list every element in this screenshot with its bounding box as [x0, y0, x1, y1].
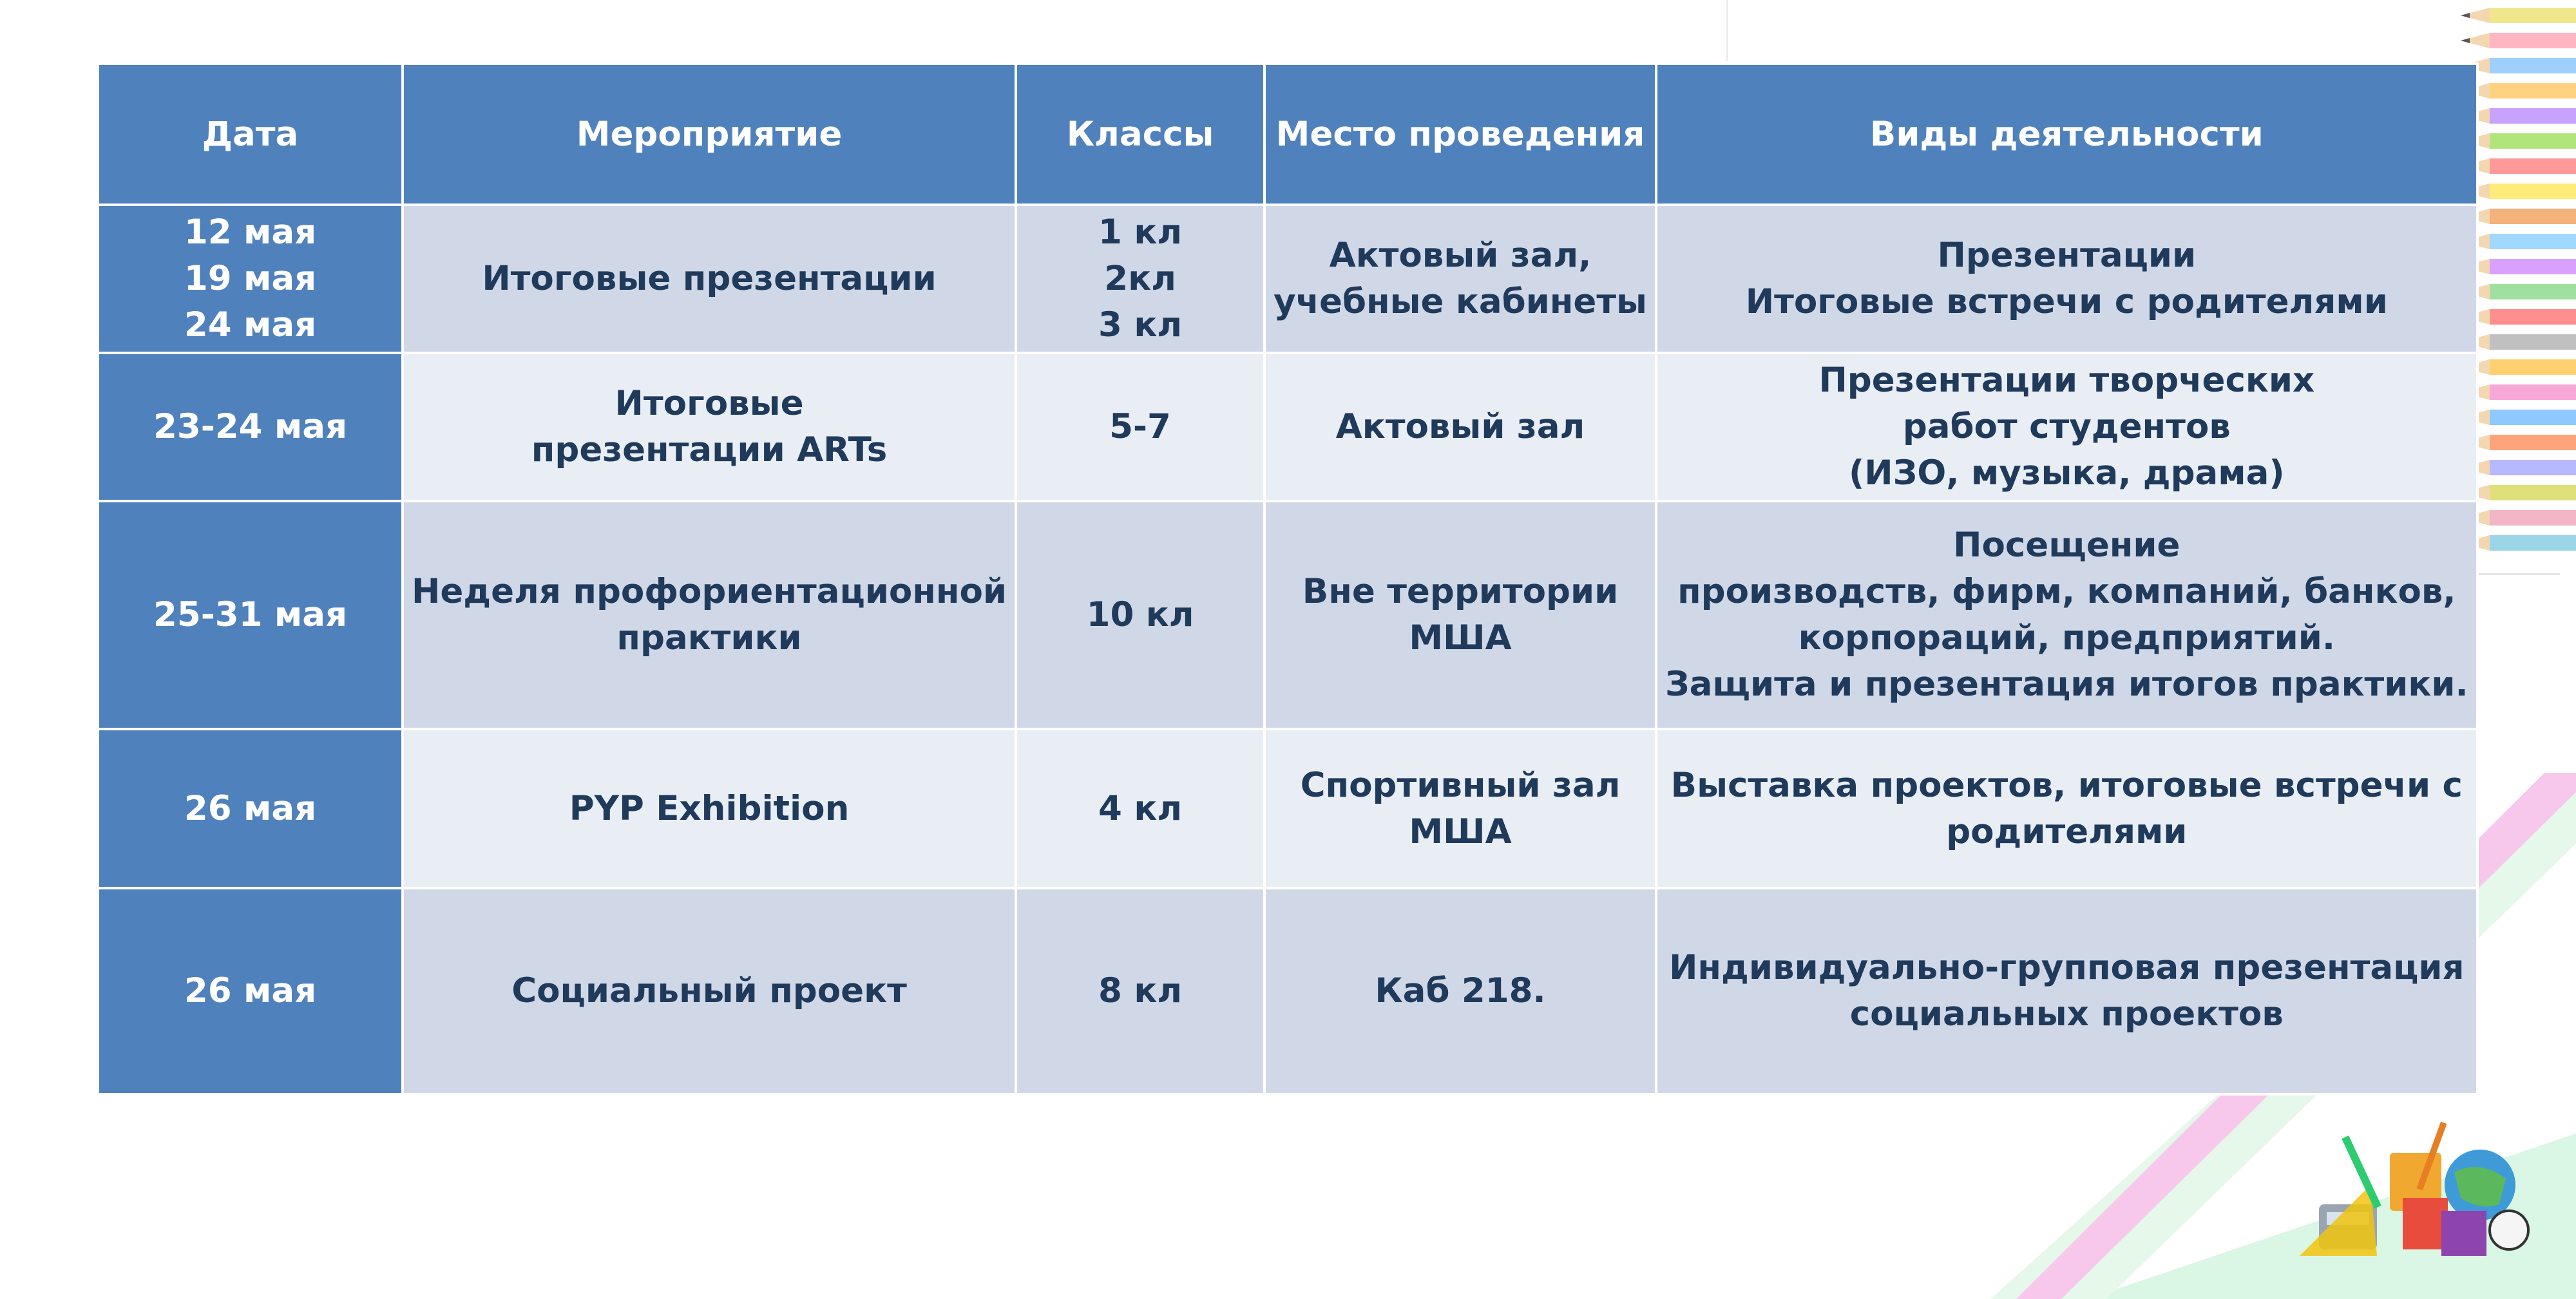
- pencil-body: [2490, 234, 2576, 249]
- activities-cell: [1656, 501, 2477, 729]
- event-cell: [403, 353, 1016, 501]
- background-divider-vertical: [1726, 0, 1728, 61]
- activities-cell: [1656, 888, 2477, 1094]
- pencil-lead: [2461, 13, 2470, 18]
- pencil-body: [2490, 485, 2576, 500]
- table-row: [98, 729, 2477, 888]
- event-line: Неделя профориентационной: [412, 572, 1007, 611]
- event-line: Итоговые: [615, 384, 804, 423]
- grades-line: 4 кл: [1098, 788, 1183, 828]
- activities-line: социальных проектов: [1849, 994, 2284, 1034]
- date-line: 25-31 мая: [153, 595, 348, 634]
- date-line: 19 мая: [184, 259, 317, 298]
- activities-line: Индивидуально-групповая презентация: [1669, 948, 2465, 987]
- date-cell: [98, 205, 403, 353]
- pencil-body: [2490, 58, 2576, 73]
- grades-line: 8 кл: [1098, 971, 1183, 1010]
- pencil-body: [2490, 535, 2576, 551]
- pencil-body: [2490, 384, 2576, 400]
- pencil-body: [2490, 410, 2576, 425]
- place-line: МША: [1409, 811, 1512, 851]
- table-row: [98, 353, 2477, 501]
- date-cell: [98, 353, 403, 501]
- event-line: Социальный проект: [511, 971, 907, 1010]
- school-supplies-icon: [2293, 1108, 2551, 1269]
- event-cell: [403, 205, 1016, 353]
- activities-cell: [1656, 205, 2477, 353]
- event-line: практики: [616, 618, 802, 658]
- header-grades: Классы: [1016, 64, 1264, 205]
- activities-line: производств, фирм, компаний, банков,: [1677, 572, 2456, 611]
- grades-line: 5-7: [1109, 407, 1171, 446]
- place-line: Актовый зал: [1335, 407, 1585, 446]
- date-line: 24 мая: [184, 305, 317, 345]
- pencil-body: [2490, 309, 2576, 325]
- table-row: [98, 888, 2477, 1094]
- table-header-row: [98, 64, 2477, 205]
- table-row: [98, 205, 2477, 353]
- activities-line: Итоговые встречи с родителями: [1745, 282, 2388, 321]
- activities-line: родителями: [1946, 811, 2188, 851]
- activities-cell: [1656, 353, 2477, 501]
- pencil-body: [2490, 133, 2576, 149]
- pencil-body: [2490, 334, 2576, 350]
- place-cell: [1264, 501, 1656, 729]
- grades-cell: [1016, 888, 1264, 1094]
- pencil-body: [2490, 184, 2576, 199]
- place-cell: [1264, 729, 1656, 888]
- pencil-body: [2490, 8, 2576, 23]
- pencil-lead: [2461, 38, 2470, 43]
- date-line: 23-24 мая: [153, 407, 348, 446]
- place-cell: [1264, 353, 1656, 501]
- table-row: [98, 501, 2477, 729]
- grades-line: 2кл: [1104, 259, 1176, 298]
- pencil-body: [2490, 33, 2576, 48]
- header-place: Место проведения: [1264, 64, 1656, 205]
- grades-cell: [1016, 205, 1264, 353]
- date-line: 26 мая: [184, 971, 317, 1010]
- date-cell: [98, 888, 403, 1094]
- place-line: Актовый зал,: [1329, 236, 1592, 275]
- grades-cell: [1016, 353, 1264, 501]
- event-line: презентации ARTs: [531, 430, 888, 469]
- date-line: 12 мая: [184, 213, 317, 252]
- date-cell: [98, 501, 403, 729]
- activities-line: работ студентов: [1902, 407, 2231, 446]
- activities-line: Выставка проектов, итоговые встречи с: [1670, 765, 2463, 805]
- place-line: Каб 218.: [1375, 971, 1546, 1010]
- grades-line: 1 кл: [1098, 213, 1183, 252]
- event-line: PYP Exhibition: [569, 788, 850, 828]
- pencil-body: [2490, 108, 2576, 124]
- header-event: Мероприятие: [403, 64, 1016, 205]
- pencil-body: [2490, 259, 2576, 274]
- place-line: МША: [1409, 618, 1512, 658]
- event-line: Итоговые презентации: [482, 259, 937, 298]
- date-line: 26 мая: [184, 788, 317, 828]
- place-cell: [1264, 888, 1656, 1094]
- grades-line: 10 кл: [1086, 595, 1194, 634]
- pencil-body: [2490, 460, 2576, 475]
- event-cell: [403, 501, 1016, 729]
- activities-line: (ИЗО, музыка, драма): [1849, 453, 2285, 493]
- pencil-body: [2490, 284, 2576, 299]
- place-line: Вне территории: [1302, 572, 1619, 611]
- date-cell: [98, 729, 403, 888]
- pencil-body: [2490, 510, 2576, 526]
- grades-cell: [1016, 729, 1264, 888]
- header-date: Дата: [98, 64, 403, 205]
- place-cell: [1264, 205, 1656, 353]
- activities-cell: [1656, 729, 2477, 888]
- pencil-body: [2490, 359, 2576, 375]
- pencil-body: [2490, 158, 2576, 174]
- activities-line: Защита и презентация итогов практики.: [1665, 665, 2468, 704]
- header-activities: Виды деятельности: [1656, 64, 2477, 205]
- event-cell: [403, 888, 1016, 1094]
- events-schedule-table: [97, 62, 2479, 1095]
- activities-line: Презентации: [1937, 236, 2197, 275]
- place-line: Спортивный зал: [1300, 765, 1621, 805]
- grades-cell: [1016, 501, 1264, 729]
- pencil-body: [2490, 435, 2576, 450]
- grades-line: 3 кл: [1098, 305, 1183, 345]
- activities-line: Посещение: [1953, 526, 2180, 565]
- event-cell: [403, 729, 1016, 888]
- pencil-body: [2490, 209, 2576, 224]
- place-line: учебные кабинеты: [1274, 282, 1647, 321]
- activities-line: корпораций, предприятий.: [1798, 618, 2335, 658]
- pencil-body: [2490, 83, 2576, 99]
- activities-line: Презентации творческих: [1818, 361, 2315, 400]
